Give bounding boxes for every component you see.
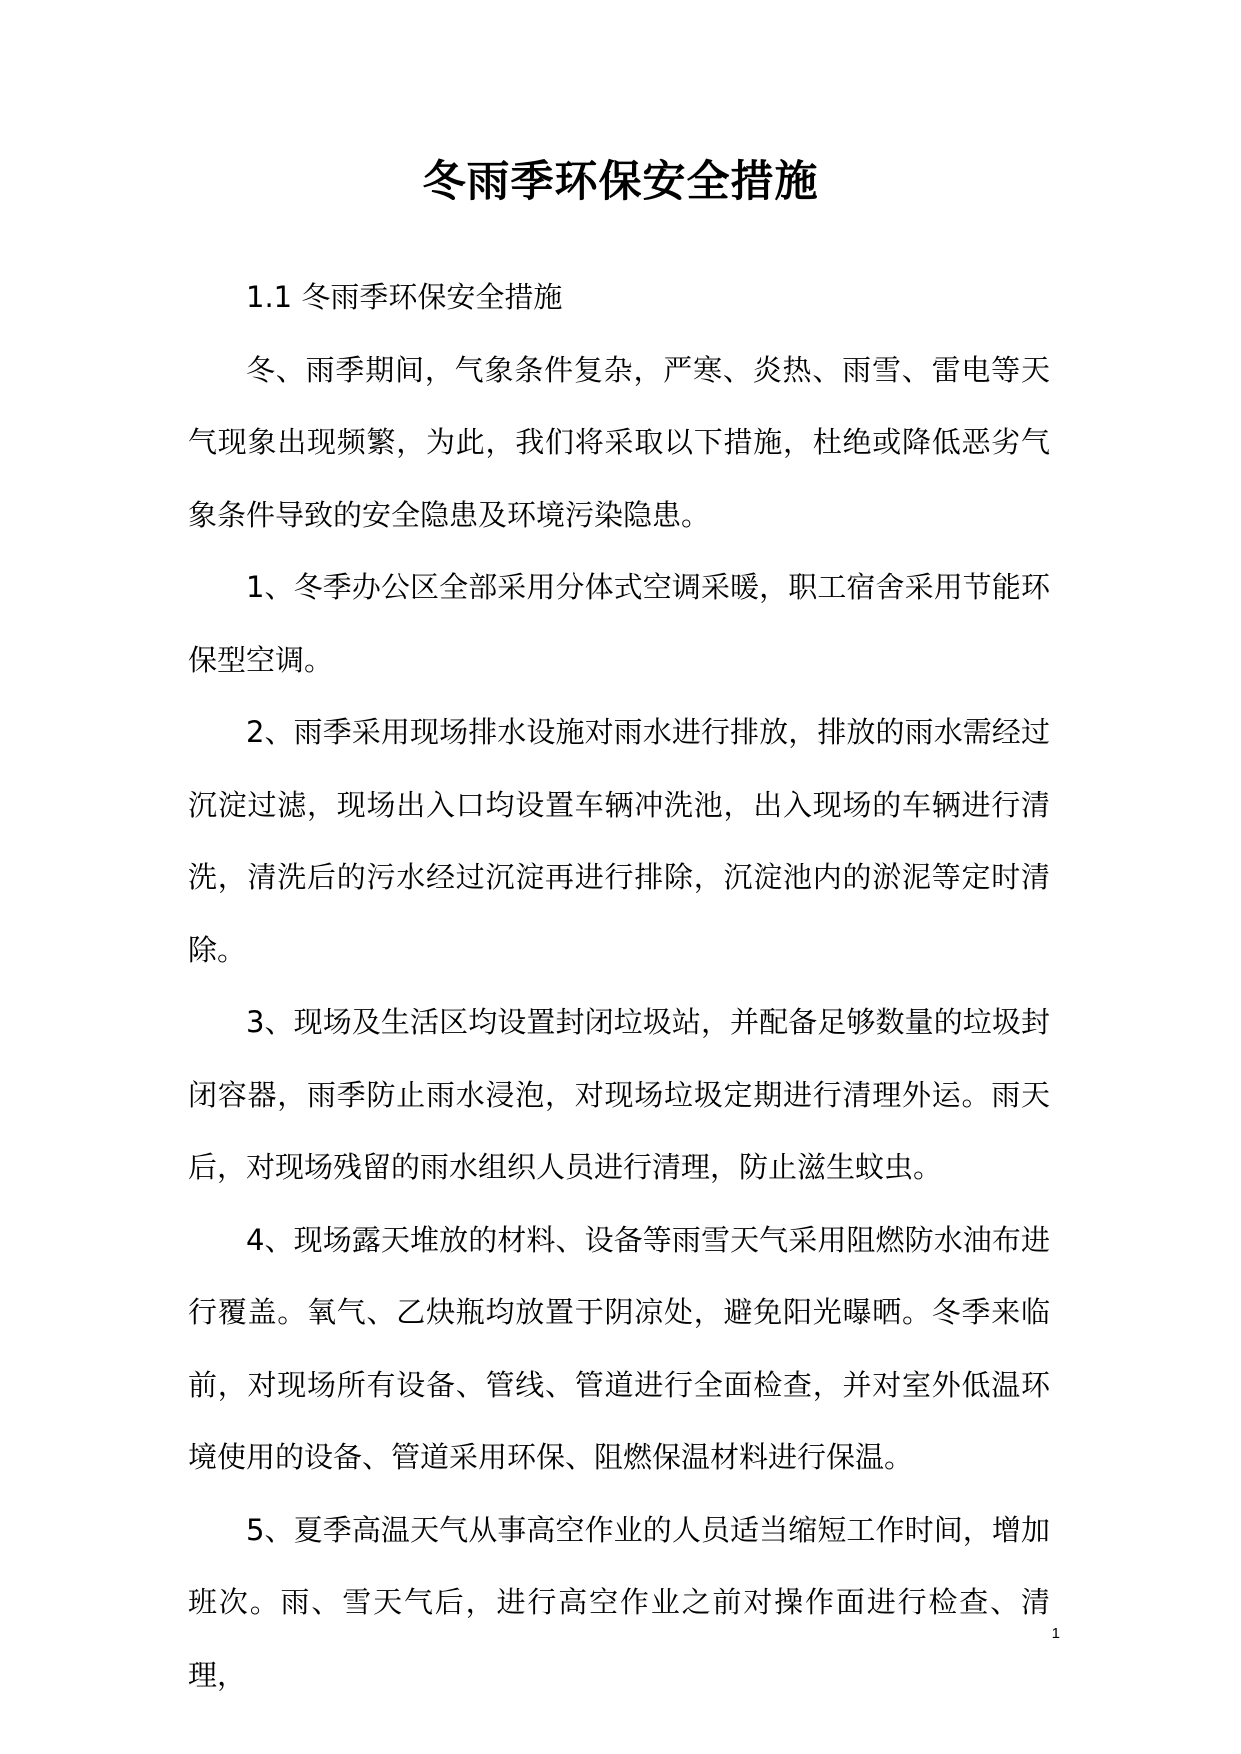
- page-title: 冬雨季环保安全措施: [422, 157, 819, 207]
- document-body: [188, 261, 1050, 1711]
- page-number: 1: [1051, 1625, 1060, 1642]
- paragraph-item-4: 4、现场露天堆放的材料、设备等雨雪天气采用阻燃防水油布进行覆盖。氧气、乙炔瓶均放置于阴凉处，避免阳光曝晒。冬季来临前，对现场所有设备、管线、管道进行全面检查，并对室外低温环境使用的设备、管道采用环保、阻燃保温材料进行保温。: [188, 1222, 1050, 1474]
- paragraph-item-1: 1、冬季办公区全部采用分体式空调采暖，职工宿舍采用节能环保型空调。: [188, 570, 1050, 677]
- paragraph-item-2: 2、雨季采用现场排水设施对雨水进行排放，排放的雨水需经过沉淀过滤，现场出入口均设置车辆冲洗池，出入现场的车辆进行清洗，清洗后的污水经过沉淀再进行排除，沉淀池内的淤泥等定时清除。: [188, 715, 1050, 967]
- paragraph-item-3: 3、现场及生活区均设置封闭垃圾站，并配备足够数量的垃圾封闭容器，雨季防止雨水浸泡，对现场垃圾定期进行清理外运。雨天后，对现场残留的雨水组织人员进行清理，防止滋生蚊虫。: [188, 1005, 1050, 1184]
- paragraph-intro: 冬、雨季期间，气象条件复杂，严寒、炎热、雨雪、雷电等天气现象出现频繁，为此，我们将采取以下措施，杜绝或降低恶劣气象条件导致的安全隐患及环境污染隐患。: [188, 352, 1050, 532]
- paragraph-item-5: 5、夏季高温天气从事高空作业的人员适当缩短工作时间，增加班次。雨、雪天气后，进行高空作业之前对操作面进行检查、清理，: [188, 1512, 1050, 1692]
- section-heading: 1.1 冬雨季环保安全措施: [246, 280, 563, 314]
